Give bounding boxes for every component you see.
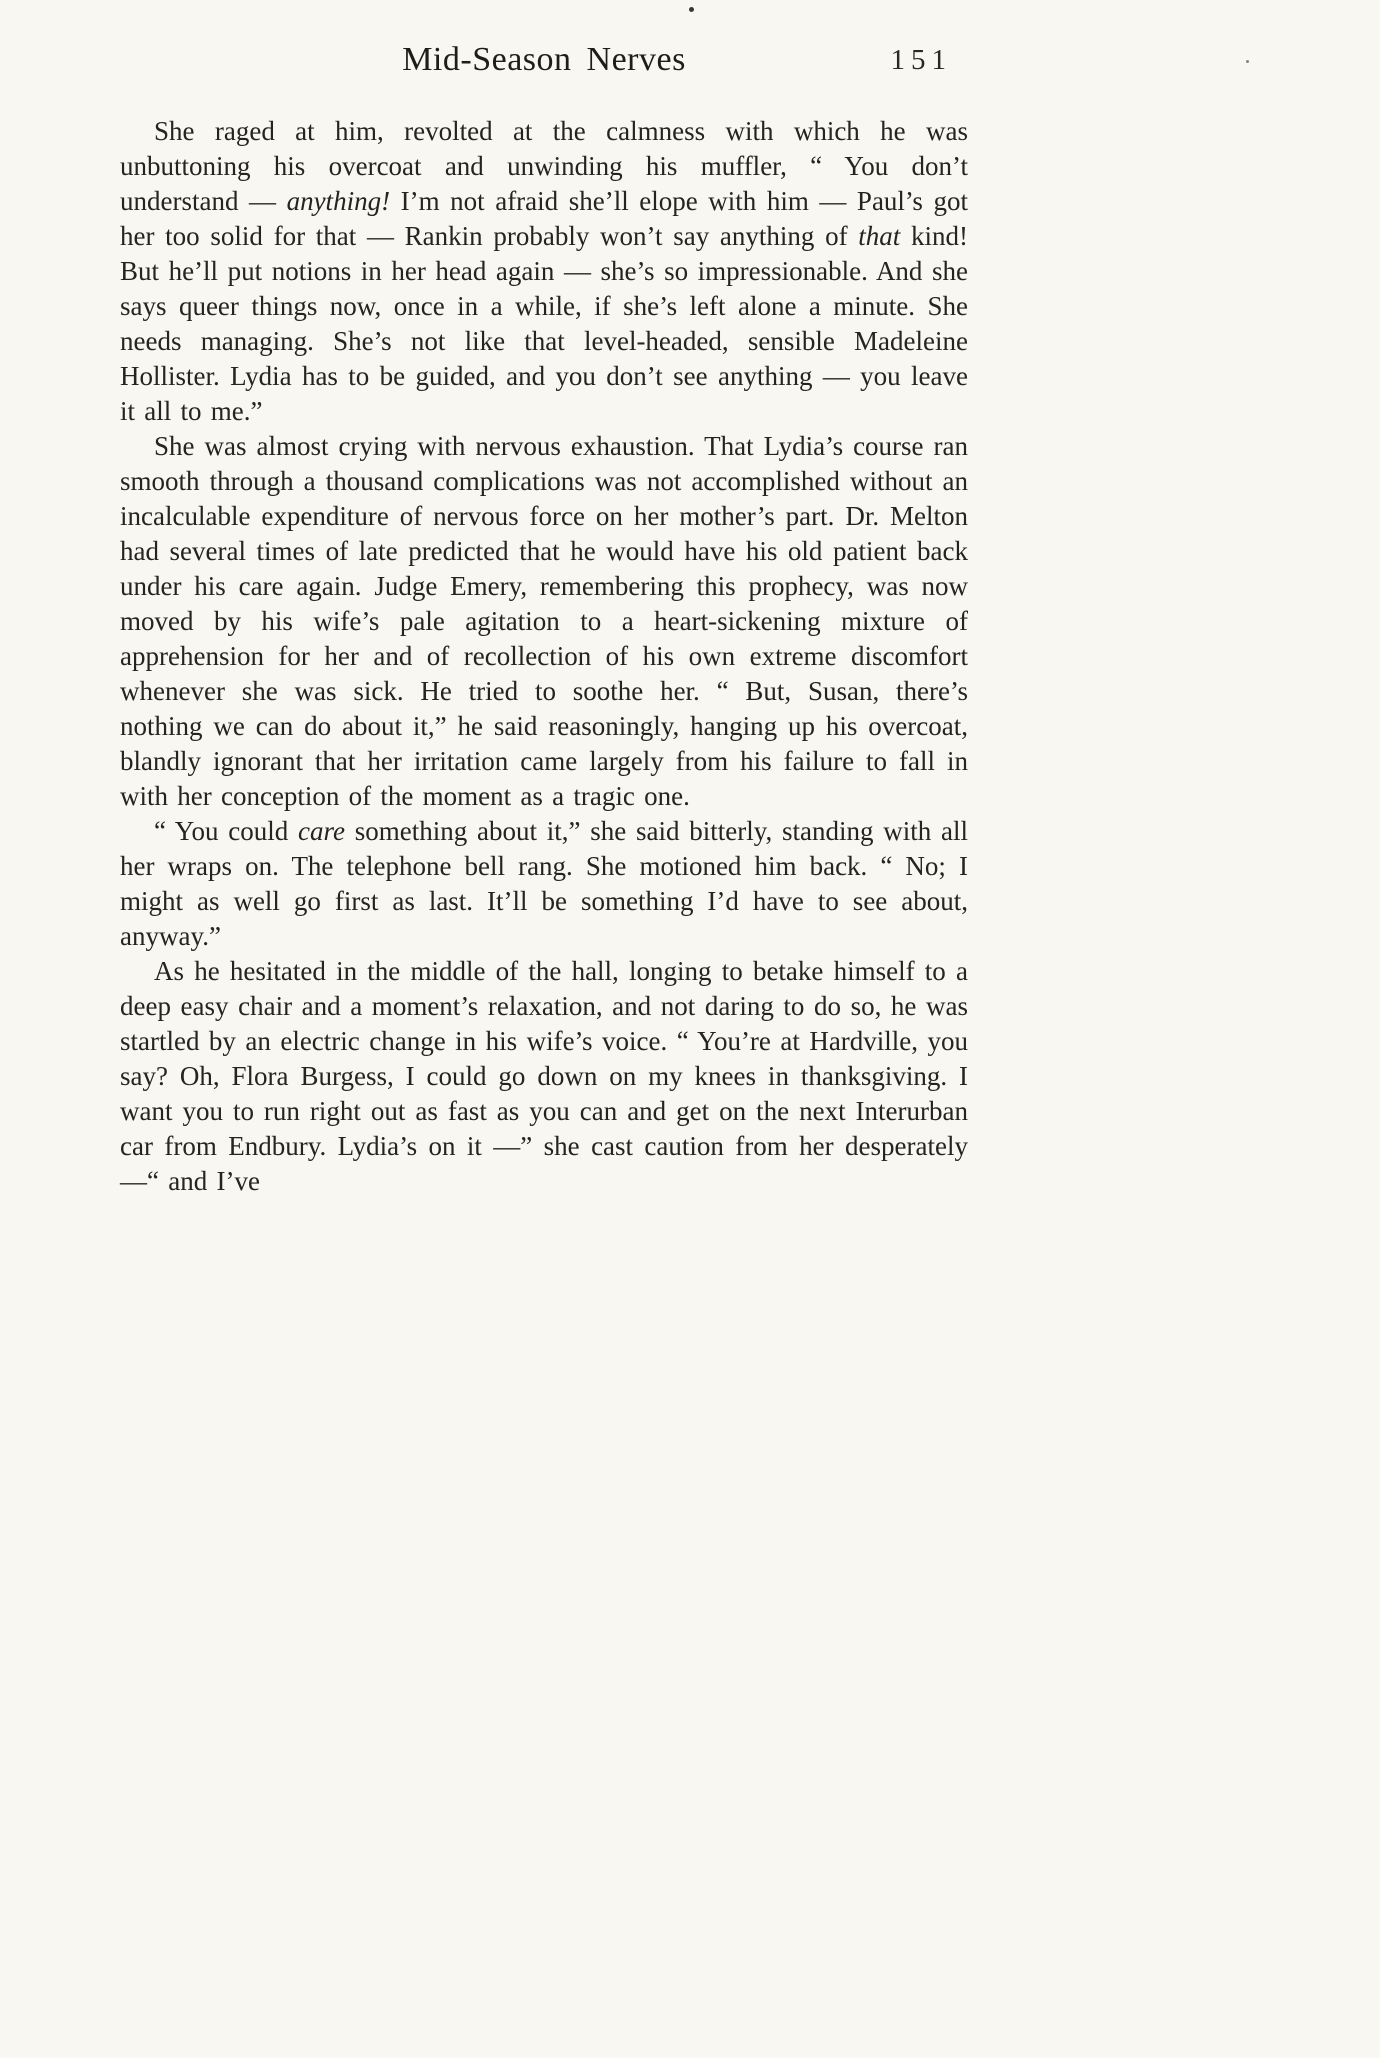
scan-speck [1246, 60, 1249, 63]
paragraph [120, 954, 968, 1199]
italic-text-run: that [858, 221, 901, 251]
text-column [120, 34, 968, 1199]
paragraph [120, 114, 968, 429]
page-body [120, 114, 968, 1199]
text-run: kind! But he’ll put notions in her head again — she’s so impressionable. And she says queer things now, once in a while, if she’s left alone a minute. She needs managing. She’s not like that level-headed, sensible Madeleine Hollister. Lydia has to be guided, and you don’t see anything — you leave it all to me.” [120, 221, 968, 426]
text-run: As he hesitated in the middle of the hall, longing to betake himself to a deep easy chair and a moment’s relaxation, and not daring to do so, he was startled by an electric change in his wife’s voice. “ You’re at Hardville, you say? Oh, Flora Burgess, I could go down on my knees in thanksgiving. I want you to run right out as fast as you can and get on the next Interurban car from Endbury. Lydia’s on it —” she cast caution from her desperately —“ and I’ve [120, 956, 968, 1196]
text-run: She was almost crying with nervous exhaustion. That Lydia’s course ran smooth through a thousand complications was not accomplished without an incalculable expenditure of nervous force on her mother’s part. Dr. Melton had several times of late predicted that he would have his old patient back under his care again. Judge Emery, remembering this prophecy, was now moved by his wife’s pale agitation to a heart-sickening mixture of apprehension for her and of recollection of his own extreme discomfort whenever she was sick. He tried to soothe her. “ But, Susan, there’s nothing we can do about it,” he said reasoningly, hanging up his overcoat, blandly ignorant that her irritation came largely from his failure to fall in with her conception of the moment as a tragic one. [120, 431, 968, 811]
paragraph [120, 429, 968, 814]
scan-speck [689, 7, 694, 12]
running-header [120, 34, 968, 86]
page-number: 151 [890, 44, 952, 76]
text-run: I’m not afraid she’ll elope with him — Paul’s got her too solid for that — Rankin probably won’t say anything of [120, 186, 968, 251]
italic-text-run: anything! [286, 186, 391, 216]
text-run: She raged at him, revolted at the calmness with which he was unbuttoning his overcoat and unwinding his muffler, “ You don’t understand — [120, 116, 968, 216]
text-run: something about it,” she said bitterly, standing with all her wraps on. The telephone bell rang. She motioned him back. “ No; I might as well go first as last. It’ll be something I’d have to see about, anyway.” [120, 816, 969, 951]
italic-text-run: care [298, 816, 346, 846]
paragraph [120, 814, 968, 954]
chapter-title: Mid-Season Nerves [402, 41, 686, 78]
text-run: “ You could [154, 816, 299, 846]
